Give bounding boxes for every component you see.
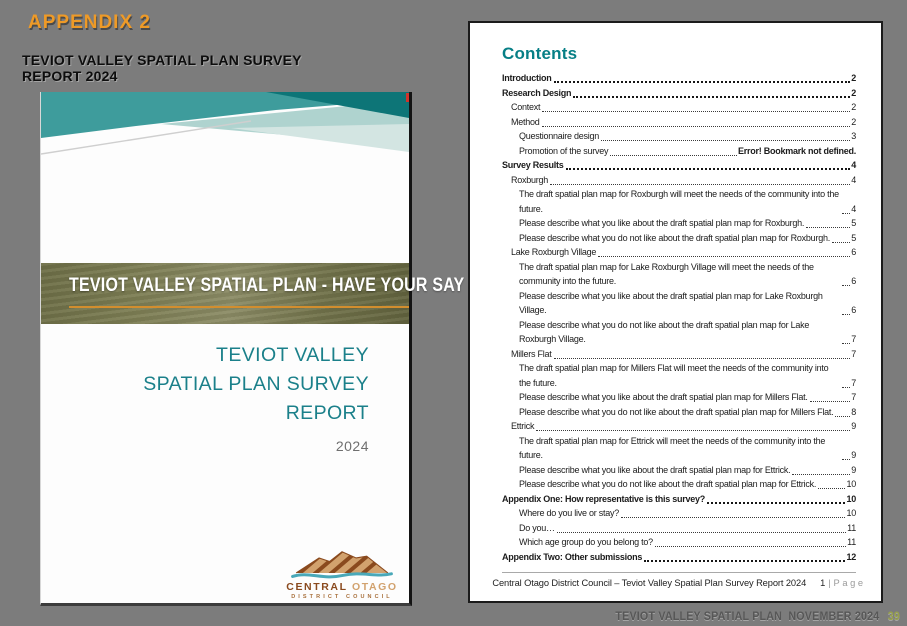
toc-dot-leader: [806, 227, 850, 228]
codc-logo-subtitle: DISTRICT COUNCIL: [291, 594, 393, 600]
toc-entry[interactable]: [502, 260, 856, 289]
toc-page-number: 4: [851, 160, 856, 170]
toc-entry[interactable]: [502, 506, 856, 521]
toc-entry[interactable]: [502, 115, 856, 130]
cursor-mark: [406, 93, 409, 102]
toc-page-number: 7: [851, 348, 856, 359]
cover-title-line1: TEVIOT VALLEY: [216, 344, 369, 366]
toc-entry-text: The draft spatial plan map for Ettrick will meet the needs of the community into the future.: [519, 435, 826, 460]
toc-dot-leader: [818, 488, 845, 489]
toc-page-number: 3: [851, 131, 856, 141]
toc-entry-text: Please describe what you like about the draft spatial plan map for Lake Roxburgh Village.: [519, 290, 823, 315]
toc-dot-leader: [542, 126, 851, 127]
toc-entry[interactable]: [502, 492, 856, 507]
toc-entry-text: Roxburgh: [511, 174, 549, 185]
toc-entry[interactable]: [502, 521, 856, 536]
toc-page-number: 2: [851, 116, 856, 127]
toc-entry[interactable]: [502, 347, 856, 362]
toc-page-number: 9: [851, 450, 856, 460]
toc-page-number: 2: [851, 102, 856, 112]
toc-entry[interactable]: [502, 129, 856, 144]
toc-entry-text: Questionnaire design: [519, 131, 600, 141]
toc-dot-leader: [810, 401, 851, 402]
codc-logo-name: [279, 581, 405, 593]
toc-page-number: 2: [851, 87, 856, 98]
toc-entry-text: Please describe what you like about the draft spatial plan map for Ettrick.: [519, 464, 791, 475]
header-title: [22, 53, 302, 84]
toc-dot-leader: [557, 532, 846, 533]
toc-entry-text: Please describe what you do not like about the draft spatial plan map for Roxburgh.: [519, 232, 830, 243]
toc-page-number: 11: [847, 537, 856, 547]
toc-page-number: 11: [847, 522, 856, 533]
cover-banner: [41, 263, 465, 324]
toc-page-number: 10: [846, 479, 856, 489]
toc-dot-leader: [554, 81, 851, 83]
toc-entry[interactable]: [502, 216, 856, 231]
banner-underline: [69, 306, 409, 308]
footer-page-separator: |: [828, 578, 831, 588]
cover-title-line2: SPATIAL PLAN SURVEY: [143, 373, 369, 395]
toc-entry-text: Millers Flat: [511, 348, 552, 359]
codc-mountain-icon: [279, 550, 405, 580]
cover-title-line3: REPORT: [285, 402, 369, 424]
contents-body: [470, 23, 881, 564]
header-title-line2: REPORT 2024: [22, 67, 118, 84]
toc-dot-leader: [842, 285, 850, 286]
toc-entry[interactable]: [502, 173, 856, 188]
toc-entry[interactable]: [502, 535, 856, 550]
toc-dot-leader: [573, 96, 850, 98]
toc-entry[interactable]: [502, 434, 856, 463]
toc-dot-leader: [644, 560, 845, 562]
toc-entry-text: Context: [511, 102, 541, 112]
codc-logo: [279, 550, 405, 600]
toc-page-number: 4: [851, 203, 856, 214]
toc-dot-leader: [835, 416, 850, 417]
toc-entry[interactable]: [502, 231, 856, 246]
toc-entry[interactable]: [502, 419, 856, 434]
toc-entry[interactable]: [502, 187, 856, 216]
toc-entry-text: Research Design: [502, 87, 572, 98]
toc-dot-leader: [566, 168, 851, 170]
toc-entry-text: Please describe what you do not like about the draft spatial plan map for Millers Flat.: [519, 406, 834, 417]
report-cover-page: [40, 92, 465, 606]
toc-page-number: 7: [851, 392, 856, 402]
toc-page-number: 10: [846, 508, 856, 518]
toc-dot-leader: [536, 430, 850, 431]
toc-entry-text: Ettrick: [511, 421, 535, 431]
toc-entry-text: Please describe what you do not like about the draft spatial plan map for Ettrick.: [519, 479, 817, 489]
toc-dot-leader: [842, 343, 850, 344]
footer-stamp: [615, 611, 900, 623]
toc-dot-leader: [554, 358, 851, 359]
toc-entry-text: Please describe what you do not like about the draft spatial plan map for Lake Roxburgh Village.: [519, 319, 810, 344]
toc-page-number: 5: [851, 232, 856, 243]
toc-page-number: 2: [851, 73, 856, 83]
toc-entry[interactable]: [502, 100, 856, 115]
toc-entry-text: Promotion of the survey: [519, 145, 609, 156]
toc-entry[interactable]: [502, 158, 856, 173]
toc-entry[interactable]: [502, 318, 856, 347]
toc-entry-text: Survey Results: [502, 160, 564, 170]
toc-entry[interactable]: [502, 86, 856, 101]
toc-page-number: 4: [851, 174, 856, 185]
codc-logo-otago: OTAGO: [351, 581, 398, 593]
toc-page-number: 12: [846, 551, 856, 562]
toc-entry[interactable]: [502, 289, 856, 318]
toc-entry-text: Which age group do you belong to?: [519, 537, 653, 547]
toc-entry-text: Please describe what you like about the draft spatial plan map for Millers Flat.: [519, 392, 808, 402]
toc-dot-leader: [792, 474, 850, 475]
toc-entry[interactable]: [502, 245, 856, 260]
footer-stamp-page-number: 39: [887, 611, 900, 623]
toc-entry-text: Introduction: [502, 73, 552, 83]
toc-entry[interactable]: [502, 71, 856, 86]
toc-page-number: 5: [851, 218, 856, 228]
toc-entry[interactable]: [502, 550, 856, 565]
toc-entry-text: The draft spatial plan map for Millers Flat will meet the needs of the community into the future.: [519, 363, 829, 388]
toc-dot-leader: [832, 242, 850, 243]
toc-dot-leader: [842, 314, 850, 315]
toc-page-number: 6: [851, 247, 856, 257]
toc-entry-text: Do you…: [519, 522, 555, 533]
banner-text: TEVIOT VALLEY SPATIAL PLAN - HAVE YOUR SAY: [69, 275, 465, 296]
appendix-heading: APPENDIX 2: [28, 12, 151, 33]
footer-page-word: Page: [833, 578, 866, 588]
toc-page-number: 6: [851, 305, 856, 315]
toc-entry-text: Where do you live or stay?: [519, 508, 620, 518]
codc-logo-central: CENTRAL: [286, 581, 348, 593]
cover-year: 2024: [335, 438, 369, 454]
toc-entry-text: Appendix Two: Other submissions: [502, 551, 643, 562]
toc-dot-leader: [842, 459, 850, 460]
toc-entry-text: Please describe what you like about the draft spatial plan map for Roxburgh.: [519, 218, 805, 228]
toc-entry-text: The draft spatial plan map for Lake Roxburgh Village will meet the needs of the community into the future.: [519, 261, 814, 286]
toc-dot-leader: [621, 517, 845, 518]
toc-page-number: 9: [851, 464, 856, 475]
toc-list: [502, 71, 856, 564]
page-footer: [492, 572, 866, 588]
toc-page-number: 7: [851, 377, 856, 388]
toc-entry-text: Appendix One: How representative is this survey?: [502, 493, 706, 504]
toc-page-number: 10: [846, 493, 856, 504]
toc-dot-leader: [598, 256, 850, 257]
header-title-line1: TEVIOT VALLEY SPATIAL PLAN SURVEY: [22, 52, 302, 68]
cover-title: [143, 341, 369, 461]
toc-page-number: 9: [851, 421, 856, 431]
toc-dot-leader: [655, 546, 846, 547]
footer-text: Central Otago District Council – Teviot Valley Spatial Plan Survey Report 2024: [492, 578, 807, 588]
toc-dot-leader: [842, 213, 850, 214]
toc-entry[interactable]: [502, 463, 856, 478]
footer-page-indicator: [820, 578, 866, 588]
toc-page-number: 7: [851, 334, 856, 344]
toc-entry-text: Method: [511, 116, 540, 127]
footer-stamp-text: TEVIOT VALLEY SPATIAL PLAN NOVEMBER 2024: [615, 611, 880, 623]
footer-page-number: 1: [820, 578, 826, 588]
contents-heading: Contents: [502, 44, 578, 63]
toc-page-number: Error! Bookmark not defined.: [737, 145, 856, 156]
toc-dot-leader: [542, 111, 850, 112]
toc-page-number: 6: [851, 276, 856, 286]
toc-entry[interactable]: [502, 390, 856, 405]
toc-entry[interactable]: [502, 477, 856, 492]
toc-dot-leader: [610, 155, 737, 156]
toc-entry-text: Lake Roxburgh Village: [511, 247, 597, 257]
toc-entry[interactable]: [502, 144, 856, 159]
toc-entry[interactable]: [502, 361, 856, 390]
toc-dot-leader: [601, 140, 850, 141]
toc-entry-text: The draft spatial plan map for Roxburgh will meet the needs of the community into the future.: [519, 189, 839, 214]
toc-page-number: 8: [851, 406, 856, 417]
toc-dot-leader: [842, 387, 850, 388]
contents-page: [468, 21, 883, 603]
toc-entry[interactable]: [502, 405, 856, 420]
toc-dot-leader: [707, 502, 845, 504]
cover-teal-decoration: [41, 92, 409, 167]
toc-dot-leader: [550, 184, 850, 185]
